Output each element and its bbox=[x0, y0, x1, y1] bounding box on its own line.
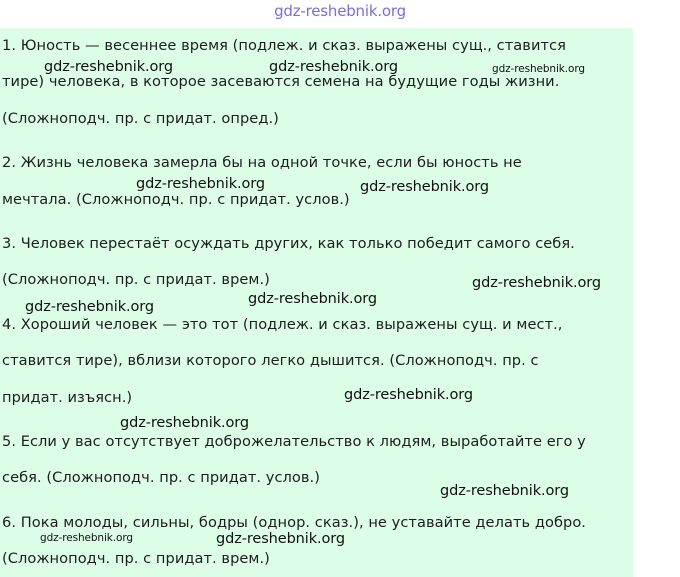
watermark: gdz-reshebnik.org bbox=[344, 387, 473, 403]
answer-2-line-1: 2. Жизнь человека замерла бы на одной точке, если бы юность не bbox=[2, 154, 522, 171]
watermark: gdz-reshebnik.org bbox=[136, 176, 265, 192]
site-header-link[interactable]: gdz-reshebnik.org bbox=[274, 2, 406, 20]
watermark: gdz-reshebnik.org bbox=[25, 299, 154, 315]
answer-3-line-1: 3. Человек перестаёт осуждать других, как только победит самого себя. bbox=[2, 235, 575, 252]
answer-1-line-1: 1. Юность — весеннее время (подлеж. и сказ. выражены сущ., ставится bbox=[2, 37, 566, 54]
watermark: gdz-reshebnik.org bbox=[44, 59, 173, 75]
watermark: gdz-reshebnik.org bbox=[492, 63, 585, 75]
answer-1-line-3: (Сложноподч. пр. с придат. опред.) bbox=[2, 110, 279, 127]
answer-5-line-2: себя. (Сложноподч. пр. с придат. услов.) bbox=[2, 469, 320, 486]
answer-4-line-3: придат. изъясн.) bbox=[2, 389, 133, 406]
watermark: gdz-reshebnik.org bbox=[440, 483, 569, 499]
answer-6-line-2: (Сложноподч. пр. с придат. врем.) bbox=[2, 550, 270, 567]
answer-5-line-1: 5. Если у вас отсутствует доброжелательство к людям, выработайте его у bbox=[2, 433, 586, 450]
watermark: gdz-reshebnik.org bbox=[248, 291, 377, 307]
answer-4-line-1: 4. Хороший человек — это тот (подлеж. и сказ. выражены сущ. и мест., bbox=[2, 316, 563, 333]
answer-3-line-2: (Сложноподч. пр. с придат. врем.) bbox=[2, 271, 270, 288]
answer-4-line-2: ставится тире), вблизи которого легко дышится. (Сложноподч. пр. с bbox=[2, 352, 539, 369]
watermark: gdz-reshebnik.org bbox=[269, 59, 398, 75]
answer-6-line-1: 6. Пока молоды, сильны, бодры (однор. сказ.), не уставайте делать добро. bbox=[2, 514, 586, 531]
watermark: gdz-reshebnik.org bbox=[216, 531, 345, 547]
watermark: gdz-reshebnik.org bbox=[120, 415, 249, 431]
watermark: gdz-reshebnik.org bbox=[360, 179, 489, 195]
watermark: gdz-reshebnik.org bbox=[472, 275, 601, 291]
answer-1-line-2: тире) человека, в которое засеваются семена на будущие годы жизни. bbox=[2, 73, 560, 90]
answer-2-line-2: мечтала. (Сложноподч. пр. с придат. услов.) bbox=[2, 191, 350, 208]
watermark: gdz-reshebnik.org bbox=[40, 532, 133, 544]
